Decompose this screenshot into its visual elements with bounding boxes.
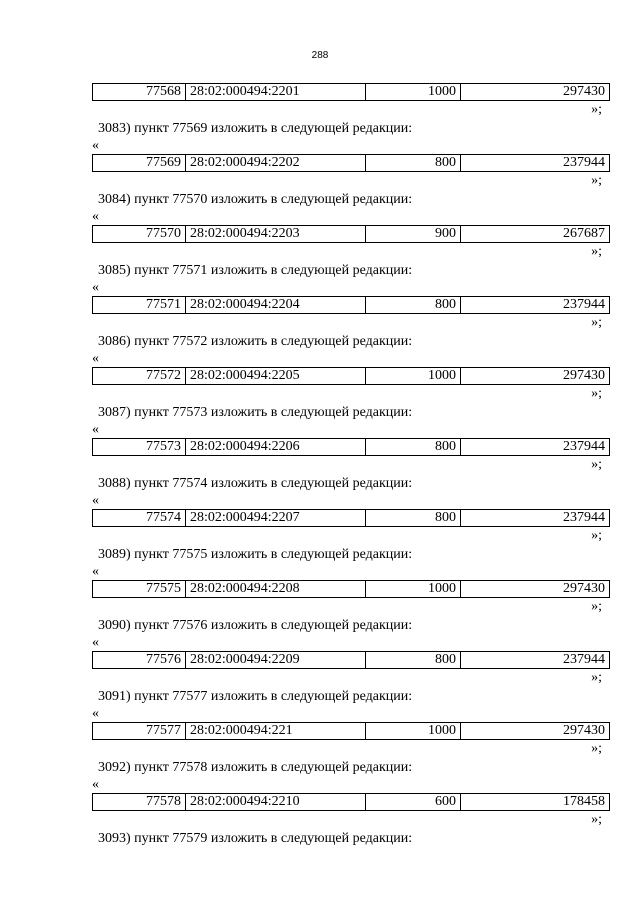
cadastral-number: 28:02:000494:2205 xyxy=(186,368,366,385)
cost-value: 297430 xyxy=(461,723,610,740)
cadastral-number: 28:02:000494:2202 xyxy=(186,155,366,172)
table-row xyxy=(92,296,610,314)
item-number: 77573 xyxy=(93,439,186,456)
opening-quote: « xyxy=(92,138,99,153)
closing-quote: »; xyxy=(591,741,602,756)
cost-value: 237944 xyxy=(461,439,610,456)
area-value: 1000 xyxy=(366,368,461,385)
opening-quote: « xyxy=(92,635,99,650)
closing-quote: »; xyxy=(591,244,602,259)
cadastral-number: 28:02:000494:2209 xyxy=(186,652,366,669)
cadastral-number: 28:02:000494:2208 xyxy=(186,581,366,598)
amendment-block xyxy=(92,598,611,669)
amendment-block xyxy=(92,385,611,456)
table-row xyxy=(92,154,610,172)
opening-quote: « xyxy=(92,564,99,579)
amendment-list xyxy=(92,101,611,811)
item-number: 77571 xyxy=(93,297,186,314)
item-number: 77577 xyxy=(93,723,186,740)
instruction-text: 3091) пункт 77577 изложить в следующей редакции: xyxy=(98,689,413,704)
closing-quote: »; xyxy=(591,173,602,188)
cadastral-number: 28:02:000494:2210 xyxy=(186,794,366,811)
item-number: 77575 xyxy=(93,581,186,598)
area-value: 1000 xyxy=(366,581,461,598)
opening-quote: « xyxy=(92,351,99,366)
table-row xyxy=(92,83,610,101)
cost-value: 297430 xyxy=(461,581,610,598)
opening-quote: « xyxy=(92,777,99,792)
area-value: 900 xyxy=(366,226,461,243)
item-number: 77569 xyxy=(93,155,186,172)
table-row xyxy=(92,793,610,811)
amendment-block xyxy=(92,456,611,527)
instruction-text: 3088) пункт 77574 изложить в следующей редакции: xyxy=(98,476,413,491)
table-row xyxy=(92,651,610,669)
item-number: 77578 xyxy=(93,794,186,811)
area-value: 800 xyxy=(366,652,461,669)
table-row xyxy=(92,580,610,598)
instruction-text: 3089) пункт 77575 изложить в следующей редакции: xyxy=(98,547,413,562)
closing-quote: »; xyxy=(591,386,602,401)
cost-value: 297430 xyxy=(461,84,610,101)
cost-value: 237944 xyxy=(461,510,610,527)
instruction-text: 3086) пункт 77572 изложить в следующей редакции: xyxy=(98,334,413,349)
closing-quote: »; xyxy=(591,599,602,614)
cadastral-number: 28:02:000494:2203 xyxy=(186,226,366,243)
cost-value: 237944 xyxy=(461,155,610,172)
amendment-block xyxy=(92,740,611,811)
opening-quote: « xyxy=(92,706,99,721)
item-number: 77574 xyxy=(93,510,186,527)
closing-quote: »; xyxy=(591,102,602,117)
instruction-text: 3092) пункт 77578 изложить в следующей редакции: xyxy=(98,760,413,775)
amendment-block xyxy=(92,101,611,172)
instruction-text: 3090) пункт 77576 изложить в следующей редакции: xyxy=(98,618,413,633)
table-row xyxy=(92,509,610,527)
closing-quote: »; xyxy=(591,812,602,827)
amendment-block xyxy=(92,669,611,740)
closing-quote: »; xyxy=(591,457,602,472)
cadastral-number: 28:02:000494:2207 xyxy=(186,510,366,527)
item-number: 77568 xyxy=(93,84,186,101)
cost-value: 297430 xyxy=(461,368,610,385)
table-row xyxy=(92,367,610,385)
cadastral-number: 28:02:000494:2201 xyxy=(186,84,366,101)
area-value: 800 xyxy=(366,439,461,456)
item-number: 77576 xyxy=(93,652,186,669)
area-value: 800 xyxy=(366,155,461,172)
amendment-block xyxy=(92,527,611,598)
item-number: 77570 xyxy=(93,226,186,243)
cost-value: 178458 xyxy=(461,794,610,811)
opening-quote: « xyxy=(92,493,99,508)
opening-quote: « xyxy=(92,280,99,295)
cadastral-number: 28:02:000494:221 xyxy=(186,723,366,740)
instruction-text: 3087) пункт 77573 изложить в следующей редакции: xyxy=(98,405,413,420)
amendment-block xyxy=(92,314,611,385)
instruction-text: 3084) пункт 77570 изложить в следующей редакции: xyxy=(98,192,413,207)
document-body xyxy=(92,83,611,847)
cost-value: 237944 xyxy=(461,297,610,314)
cadastral-number: 28:02:000494:2206 xyxy=(186,439,366,456)
closing-quote: »; xyxy=(591,670,602,685)
opening-quote: « xyxy=(92,209,99,224)
cost-value: 267687 xyxy=(461,226,610,243)
page-number: 288 xyxy=(311,50,329,61)
opening-quote: « xyxy=(92,422,99,437)
cost-value: 237944 xyxy=(461,652,610,669)
amendment-block xyxy=(92,172,611,243)
amendment-block xyxy=(92,243,611,314)
area-value: 800 xyxy=(366,510,461,527)
area-value: 1000 xyxy=(366,723,461,740)
cadastral-number: 28:02:000494:2204 xyxy=(186,297,366,314)
instruction-text: 3093) пункт 77579 изложить в следующей редакции: xyxy=(98,831,413,846)
table-row xyxy=(92,722,610,740)
area-value: 800 xyxy=(366,297,461,314)
table-row xyxy=(92,225,610,243)
table-row xyxy=(92,438,610,456)
area-value: 1000 xyxy=(366,84,461,101)
closing-quote: »; xyxy=(591,528,602,543)
instruction-text: 3083) пункт 77569 изложить в следующей редакции: xyxy=(98,121,413,136)
item-number: 77572 xyxy=(93,368,186,385)
instruction-text: 3085) пункт 77571 изложить в следующей редакции: xyxy=(98,263,413,278)
area-value: 600 xyxy=(366,794,461,811)
closing-quote: »; xyxy=(591,315,602,330)
